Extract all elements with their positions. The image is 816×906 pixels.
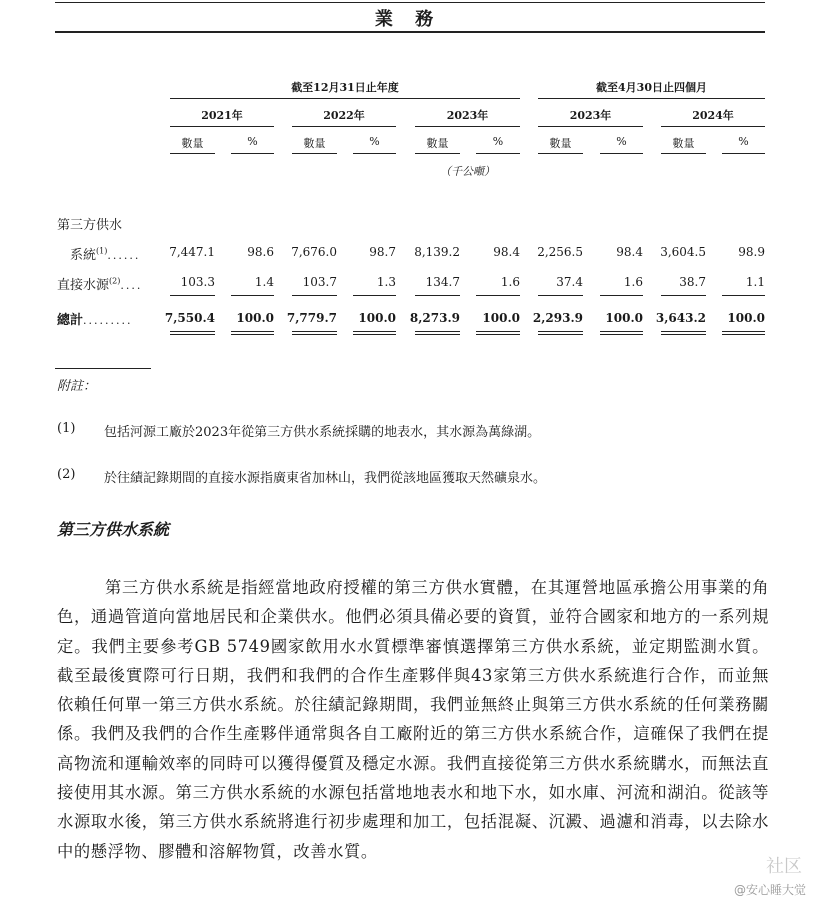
col-rule [231,153,274,154]
table-cell-total: 100.0 [605,311,643,325]
group-title-four-months: 截至4月30日止四個月 [596,81,707,94]
footnote-text: 包括河源工廠於2023年從第三方供水系統採購的地表水，其水源為萬綠湖。 [104,425,541,440]
col-header-quantity: 數量 [426,137,449,150]
subtotal-rule [538,295,583,296]
total-double-rule [538,331,583,335]
col-rule [661,153,706,154]
leader-dots: .... [120,279,143,292]
year-rule [292,126,396,127]
table-cell: 98.9 [738,245,765,259]
table-cell: 1.6 [623,275,643,289]
col-rule [415,153,460,154]
group-title-annual: 截至12月31日止年度 [291,81,399,94]
col-rule [170,153,215,154]
table-cell: 8,139.2 [414,245,460,259]
year-header: 2024年 [692,109,734,122]
total-double-rule [231,331,274,335]
row-label-total [57,309,133,328]
col-header-quantity: 數量 [181,137,204,150]
group-rule-four-months [538,98,765,99]
header-top-rule [55,2,765,3]
table-cell: 98.4 [493,245,520,259]
table-cell: 7,447.1 [169,245,215,259]
subtotal-rule [722,295,765,296]
col-rule [600,153,643,154]
table-cell: 3,604.5 [660,245,706,259]
col-header-quantity: 數量 [672,137,695,150]
footnote-text: 於往績記錄期間的直接水源指廣東省加林山，我們從該地區獲取天然礦泉水。 [104,471,547,486]
table-cell: 7,676.0 [291,245,337,259]
table-cell: 38.7 [679,275,706,289]
subtotal-rule [600,295,643,296]
year-header: 2023年 [569,109,612,122]
table-cell: 1.6 [500,275,520,289]
col-header-percent: % [492,135,504,148]
table-cell: 98.6 [247,245,274,259]
table-cell-total: 7,550.4 [164,311,215,325]
table-cell: 1.4 [254,275,274,289]
col-rule [722,153,765,154]
watermark-community: 社区 [766,856,802,877]
total-double-rule [292,331,337,335]
year-header: 2021年 [201,109,243,122]
col-rule [538,153,583,154]
table-cell: 98.7 [369,245,396,259]
total-double-rule [476,331,520,335]
col-header-quantity: 數量 [303,137,326,150]
leader-dots: ......... [83,314,133,327]
footnote-heading: 附註： [57,379,97,394]
table-cell: 103.7 [302,275,337,289]
table-cell-total: 2,293.9 [532,311,583,325]
year-rule [415,126,520,127]
table-cell: 1.3 [376,275,396,289]
subtotal-rule [415,295,460,296]
table-cell: 37.4 [556,275,583,289]
footnote-mark: (1) [57,421,76,436]
footnote-ref: (1) [96,246,108,256]
row-label-text: 直接水源 [57,278,110,293]
year-rule [661,126,765,127]
table-cell-total: 100.0 [236,311,274,325]
footnote-ref: (2) [109,276,121,286]
table-cell: 2,256.5 [537,245,583,259]
subtotal-rule [476,295,520,296]
total-double-rule [415,331,460,335]
subtotal-rule [353,295,396,296]
col-rule [292,153,337,154]
col-header-percent: % [369,135,380,148]
table-cell: 134.7 [425,275,460,289]
table-cell-total: 100.0 [727,311,765,325]
group-rule-annual [170,98,520,99]
col-header-percent: % [616,135,627,148]
category-label: 第三方供水 [57,218,123,233]
row-label-text: 系統 [70,248,97,263]
total-double-rule [600,331,643,335]
table-cell: 98.4 [616,245,643,259]
row-label-text: 總計 [57,313,84,328]
table-cell-total: 100.0 [482,311,520,325]
subtotal-rule [292,295,337,296]
table-cell-total: 3,643.2 [655,311,706,325]
total-double-rule [353,331,396,335]
col-header-quantity: 數量 [549,137,572,150]
table-cell: 103.3 [180,275,215,289]
section-paragraph: 第三方供水系統是指經當地政府授權的第三方供水實體，在其運營地區承擔公用事業的角色，通過管道向當地居民和企業供水。他們必須具備必要的資質，並符合國家和地方的一系列規定。我們主要參考GB 5749國家飲用水水質標準審慎選擇第三方供水系統，並定期監測水質。截至最後實際可行日期，我們和我們的合作生產夥伴與43家第三方供水系統進行合作，而並無依賴任何單一第三方供水系統。於往績記錄期間，我們並無終止與第三方供水系統的任何業務關係。我們及我們的合作生產夥伴通常與各自工廠附近的第三方供水系統合作，這確保了我們在提高物流和運輸效率的同時可以獲得優質及穩定水源。我們直接從第三方供水系統購水，而無法直接使用其水源。第三方供水系統的水源包括當地地表水和地下水，如水庫、河流和湖泊。從該等水源取水後，第三方供水系統將進行初步處理和加工，包括混凝、沉澱、過濾和消毒，以去除水中的懸浮物、膠體和溶解物質，改善水質。 [57,578,769,861]
footnote-rule [55,368,151,369]
total-double-rule [661,331,706,335]
total-double-rule [170,331,215,335]
footnote-mark: (2) [57,467,76,482]
page-header-title: 業 務 [374,9,442,30]
col-rule [476,153,520,154]
leader-dots: ...... [107,249,141,262]
year-header: 2022年 [323,109,365,122]
section-title: 第三方供水系統 [57,520,170,539]
subtotal-rule [170,295,215,296]
year-rule [538,126,643,127]
year-header: 2023年 [446,109,489,122]
col-rule [353,153,396,154]
header-bottom-rule [55,31,765,33]
unit-label: （千公噸） [440,165,495,178]
year-rule [170,126,274,127]
table-cell-total: 8,273.9 [409,311,460,325]
total-double-rule [722,331,765,335]
table-cell-total: 100.0 [358,311,396,325]
row-label-system [70,244,140,263]
watermark-author: @安心睡大觉 [733,883,806,897]
subtotal-rule [231,295,274,296]
table-cell: 1.1 [745,275,765,289]
table-cell-total: 7,779.7 [286,311,337,325]
row-label-direct-source [57,274,142,293]
col-header-percent: % [738,135,749,148]
subtotal-rule [661,295,706,296]
col-header-percent: % [247,135,258,148]
